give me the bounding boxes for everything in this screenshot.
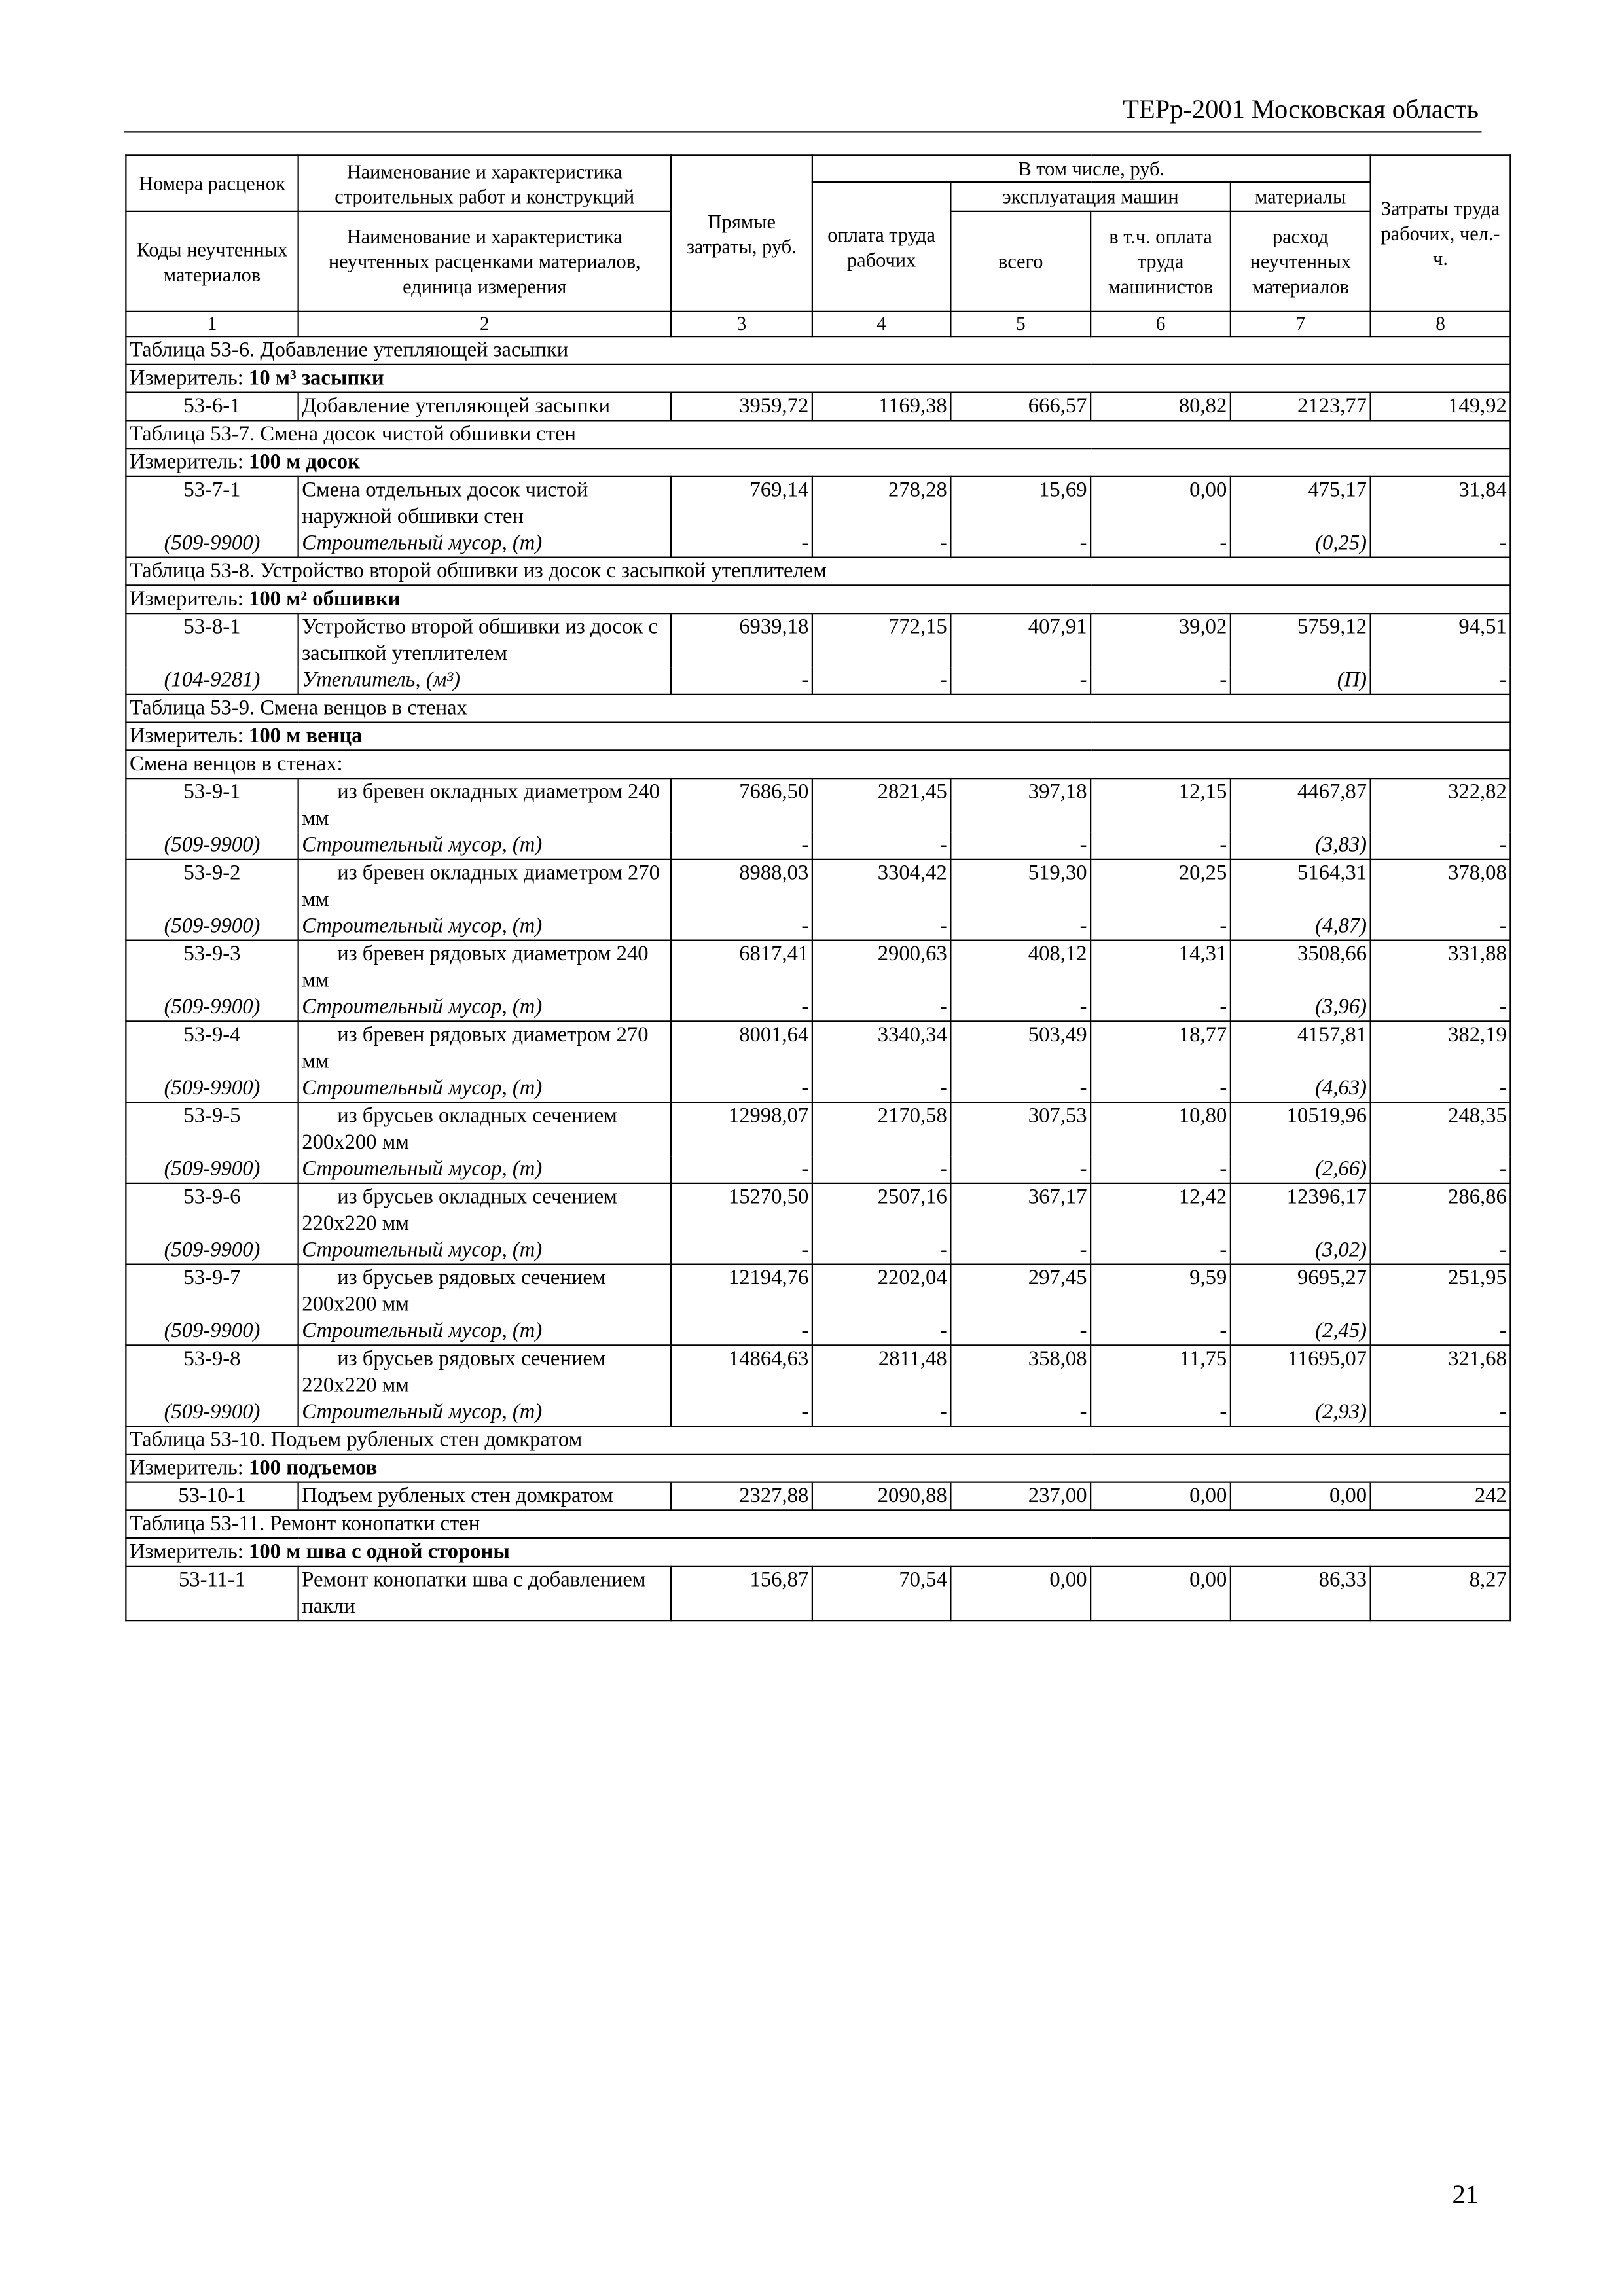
section-title: Таблица 53-6. Добавление утепляющей засыпки [126,336,1510,365]
material-code: (509-9900) [126,994,298,1022]
empty-dash: - [1091,1399,1231,1427]
material-cost: 86,33 [1231,1566,1371,1621]
empty-dash: - [1371,1399,1511,1427]
empty-dash: - [812,994,951,1022]
material-code: (509-9900) [126,1237,298,1265]
material-name: Строительный мусор, (т) [298,994,671,1022]
section-title-row [126,694,1510,723]
measure-value: 100 м² обшивки [249,587,401,611]
material-row [126,1399,1510,1427]
material-row [126,1075,1510,1103]
table-header [126,155,1510,336]
rate-name: из бревен окладных диаметром 270 мм [298,859,671,913]
rate-code: 53-9-6 [126,1183,298,1237]
measure-line [126,1454,1510,1482]
rate-code: 53-9-7 [126,1265,298,1318]
empty-dash: - [671,1399,812,1427]
rate-code: 53-6-1 [126,393,298,421]
material-consumption: (3,83) [1231,832,1371,859]
machinist-labor-cost: 9,59 [1091,1265,1231,1318]
table-row [126,859,1510,913]
table-row [126,1265,1510,1318]
machine-cost: 519,30 [950,859,1091,913]
rate-code: 53-10-1 [126,1482,298,1511]
empty-dash: - [1371,1237,1511,1265]
measure-label: Измеритель: [130,587,244,611]
material-cost: 5164,31 [1231,859,1371,913]
rate-code: 53-9-5 [126,1102,298,1156]
measure-row [126,585,1510,613]
measure-line [126,723,1510,751]
rate-name: из брусьев окладных сечением 220х220 мм [298,1183,671,1237]
direct-cost: 7686,50 [671,778,812,832]
material-code: (509-9900) [126,530,298,558]
material-name: Строительный мусор, (т) [298,913,671,941]
measure-row [126,365,1510,393]
material-name: Строительный мусор, (т) [298,1237,671,1265]
material-row [126,994,1510,1022]
empty-dash: - [1371,530,1511,558]
header-col4: оплата труда рабочих [812,182,951,312]
material-name: Строительный мусор, (т) [298,1399,671,1427]
header-col1-top: Номера расценок [126,155,298,211]
rate-name: Устройство второй обшивки из досок с засыпкой утеплителем [298,613,671,667]
material-consumption: (0,25) [1231,530,1371,558]
labor-hours: 8,27 [1371,1566,1511,1621]
machine-cost: 397,18 [950,778,1091,832]
material-name: Строительный мусор, (т) [298,1075,671,1103]
labor-cost: 3340,34 [812,1021,951,1075]
material-code: (509-9900) [126,1156,298,1183]
empty-dash: - [812,1075,951,1103]
labor-hours: 286,86 [1371,1183,1511,1237]
material-consumption: (3,96) [1231,994,1371,1022]
table-row [126,1102,1510,1156]
labor-hours: 94,51 [1371,613,1511,667]
direct-cost: 3959,72 [671,393,812,421]
material-code: (104-9281) [126,667,298,694]
measure-value: 10 м³ засыпки [249,367,384,391]
labor-cost: 3304,42 [812,859,951,913]
material-row [126,1156,1510,1183]
labor-cost: 2202,04 [812,1265,951,1318]
header-incl: В том числе, руб. [812,155,1371,182]
empty-dash: - [1371,1156,1511,1183]
rate-name: из бревен рядовых диаметром 240 мм [298,941,671,994]
material-consumption: (2,66) [1231,1156,1371,1183]
empty-dash: - [812,667,951,694]
table-row [126,1021,1510,1075]
empty-dash: - [1371,832,1511,859]
rate-code: 53-9-1 [126,778,298,832]
section-title: Таблица 53-9. Смена венцов в стенах [126,694,1510,723]
machinist-labor-cost: 0,00 [1091,1566,1231,1621]
direct-cost: 14864,63 [671,1345,812,1399]
measure-label: Измеритель: [130,450,244,475]
machinist-labor-cost: 12,15 [1091,778,1231,832]
labor-cost: 2090,88 [812,1482,951,1511]
material-code: (509-9900) [126,1399,298,1427]
empty-dash: - [671,530,812,558]
material-consumption: (4,63) [1231,1075,1371,1103]
machine-cost: 307,53 [950,1102,1091,1156]
rate-name: из бревен рядовых диаметром 270 мм [298,1021,671,1075]
material-consumption: (4,87) [1231,913,1371,941]
labor-cost: 2821,45 [812,778,951,832]
section-title-row [126,420,1510,448]
labor-cost: 772,15 [812,613,951,667]
material-code: (509-9900) [126,1318,298,1346]
material-consumption: (2,93) [1231,1399,1371,1427]
empty-dash: - [1371,913,1511,941]
rate-code: 53-7-1 [126,476,298,530]
machine-cost: 367,17 [950,1183,1091,1237]
labor-hours: 149,92 [1371,393,1511,421]
empty-dash: - [950,1318,1091,1346]
empty-dash: - [812,1156,951,1183]
material-name: Строительный мусор, (т) [298,1156,671,1183]
material-name: Строительный мусор, (т) [298,832,671,859]
measure-label: Измеритель: [130,367,244,391]
rate-name: из брусьев окладных сечением 200х200 мм [298,1102,671,1156]
header-machines: эксплуатация машин [950,182,1231,211]
labor-hours: 251,95 [1371,1265,1511,1318]
table-row [126,778,1510,832]
empty-dash: - [671,667,812,694]
measure-row [126,448,1510,476]
header-col2-top: Наименование и характеристика строительных работ и конструкций [298,155,671,211]
column-number: 2 [298,312,671,336]
empty-dash: - [950,913,1091,941]
labor-hours: 248,35 [1371,1102,1511,1156]
rate-name: из брусьев рядовых сечением 200х200 мм [298,1265,671,1318]
empty-dash: - [1091,530,1231,558]
empty-dash: - [1371,1318,1511,1346]
material-row [126,832,1510,859]
empty-dash: - [812,530,951,558]
labor-hours: 331,88 [1371,941,1511,994]
material-row [126,1318,1510,1346]
column-number: 3 [671,312,812,336]
empty-dash: - [950,530,1091,558]
empty-dash: - [950,832,1091,859]
measure-line [126,448,1510,476]
empty-dash: - [671,832,812,859]
empty-dash: - [671,1156,812,1183]
measure-row [126,723,1510,751]
measure-label: Измеритель: [130,1456,244,1480]
section-title-row [126,1510,1510,1538]
empty-dash: - [950,1237,1091,1265]
material-cost: 9695,27 [1231,1265,1371,1318]
empty-dash: - [1091,667,1231,694]
labor-hours: 242 [1371,1482,1511,1511]
labor-cost: 2811,48 [812,1345,951,1399]
material-cost: 12396,17 [1231,1183,1371,1237]
empty-dash: - [1091,1075,1231,1103]
material-cost: 0,00 [1231,1482,1371,1511]
rate-name: из бревен окладных диаметром 240 мм [298,778,671,832]
rate-code: 53-9-4 [126,1021,298,1075]
rate-name: Смена отдельных досок чистой наружной обшивки стен [298,476,671,530]
header-col5: всего [950,211,1091,312]
measure-line [126,1538,1510,1566]
header-col7: расход неучтенных материалов [1231,211,1371,312]
empty-dash: - [1091,994,1231,1022]
rate-code: 53-9-2 [126,859,298,913]
header-col6: в т.ч. оплата труда машинистов [1091,211,1231,312]
rate-name: Ремонт конопатки шва с добавлением пакли [298,1566,671,1621]
header-rule [124,131,1482,132]
material-cost: 475,17 [1231,476,1371,530]
labor-cost: 2900,63 [812,941,951,994]
machine-cost: 297,45 [950,1265,1091,1318]
material-name: Строительный мусор, (т) [298,530,671,558]
direct-cost: 8001,64 [671,1021,812,1075]
empty-dash: - [950,1075,1091,1103]
table-body [126,336,1510,1621]
empty-dash: - [671,1075,812,1103]
rate-name: Добавление утепляющей засыпки [298,393,671,421]
labor-cost: 278,28 [812,476,951,530]
material-row [126,913,1510,941]
empty-dash: - [1371,994,1511,1022]
rate-code: 53-9-3 [126,941,298,994]
column-number: 5 [950,312,1091,336]
material-cost: 4157,81 [1231,1021,1371,1075]
group-row [126,750,1510,778]
column-number: 8 [1371,312,1511,336]
table-row [126,941,1510,994]
empty-dash: - [1371,667,1511,694]
header-col1-bottom: Коды неучтенных материалов [126,211,298,312]
section-title: Таблица 53-10. Подъем рубленых стен домкратом [126,1426,1510,1454]
machinist-labor-cost: 80,82 [1091,393,1231,421]
section-title-row [126,558,1510,586]
empty-dash: - [950,1399,1091,1427]
machine-cost: 407,91 [950,613,1091,667]
machine-cost: 408,12 [950,941,1091,994]
measure-label: Измеритель: [130,1540,244,1564]
measure-value: 100 м досок [249,450,360,475]
table-row [126,1566,1510,1621]
direct-cost: 6939,18 [671,613,812,667]
column-number: 7 [1231,312,1371,336]
machinist-labor-cost: 20,25 [1091,859,1231,913]
direct-cost: 156,87 [671,1566,812,1621]
empty-dash: - [671,913,812,941]
direct-cost: 6817,41 [671,941,812,994]
running-header: ТЕРр-2001 Московская область [1123,94,1479,124]
empty-dash: - [950,667,1091,694]
column-number: 1 [126,312,298,336]
measure-line [126,365,1510,393]
machinist-labor-cost: 14,31 [1091,941,1231,994]
machine-cost: 666,57 [950,393,1091,421]
price-table [125,154,1511,1621]
machinist-labor-cost: 18,77 [1091,1021,1231,1075]
table-row [126,1345,1510,1399]
section-title: Таблица 53-11. Ремонт конопатки стен [126,1510,1510,1538]
measure-row [126,1454,1510,1482]
labor-cost: 1169,38 [812,393,951,421]
empty-dash: - [950,1156,1091,1183]
material-cost: 3508,66 [1231,941,1371,994]
labor-hours: 322,82 [1371,778,1511,832]
material-consumption: (П) [1231,667,1371,694]
empty-dash: - [671,1318,812,1346]
material-code: (509-9900) [126,913,298,941]
material-consumption: (3,02) [1231,1237,1371,1265]
table-row [126,476,1510,530]
machinist-labor-cost: 12,42 [1091,1183,1231,1237]
header-materials: материалы [1231,182,1371,211]
empty-dash: - [950,994,1091,1022]
table-row [126,1183,1510,1237]
page-number: 21 [1452,2179,1479,2209]
machine-cost: 0,00 [950,1566,1091,1621]
material-cost: 11695,07 [1231,1345,1371,1399]
section-title: Таблица 53-8. Устройство второй обшивки из досок с засыпкой утеплителем [126,558,1510,586]
measure-line [126,585,1510,613]
material-row [126,530,1510,558]
material-name: Утеплитель, (м³) [298,667,671,694]
rate-name: Подъем рубленых стен домкратом [298,1482,671,1511]
empty-dash: - [812,913,951,941]
header-col2-bottom: Наименование и характеристика неучтенных расценками материалов, единица измерения [298,211,671,312]
empty-dash: - [671,1237,812,1265]
machinist-labor-cost: 10,80 [1091,1102,1231,1156]
machinist-labor-cost: 39,02 [1091,613,1231,667]
material-cost: 2123,77 [1231,393,1371,421]
machine-cost: 503,49 [950,1021,1091,1075]
section-title-row [126,336,1510,365]
direct-cost: 12998,07 [671,1102,812,1156]
labor-cost: 2170,58 [812,1102,951,1156]
machinist-labor-cost: 11,75 [1091,1345,1231,1399]
rate-code: 53-9-8 [126,1345,298,1399]
group-title: Смена венцов в стенах: [126,750,1510,778]
empty-dash: - [1091,1237,1231,1265]
column-number-row [126,312,1510,336]
measure-value: 100 м венца [249,725,363,748]
measure-row [126,1538,1510,1566]
labor-hours: 378,08 [1371,859,1511,913]
column-number: 6 [1091,312,1231,336]
empty-dash: - [1091,832,1231,859]
empty-dash: - [812,1399,951,1427]
empty-dash: - [1091,1156,1231,1183]
section-title: Таблица 53-7. Смена досок чистой обшивки стен [126,420,1510,448]
material-row [126,1237,1510,1265]
header-col3: Прямые затраты, руб. [671,155,812,312]
empty-dash: - [1091,913,1231,941]
labor-cost: 2507,16 [812,1183,951,1237]
material-consumption: (2,45) [1231,1318,1371,1346]
table-row [126,1482,1510,1511]
labor-hours: 382,19 [1371,1021,1511,1075]
empty-dash: - [1371,1075,1511,1103]
labor-hours: 31,84 [1371,476,1511,530]
material-cost: 5759,12 [1231,613,1371,667]
table-row [126,393,1510,421]
machine-cost: 358,08 [950,1345,1091,1399]
rate-code: 53-11-1 [126,1566,298,1621]
measure-value: 100 м шва с одной стороны [249,1540,510,1564]
empty-dash: - [1091,1318,1231,1346]
machine-cost: 15,69 [950,476,1091,530]
direct-cost: 8988,03 [671,859,812,913]
measure-label: Измеритель: [130,725,244,748]
table-row [126,613,1510,667]
direct-cost: 15270,50 [671,1183,812,1237]
section-title-row [126,1426,1510,1454]
material-cost: 4467,87 [1231,778,1371,832]
empty-dash: - [812,1318,951,1346]
material-name: Строительный мусор, (т) [298,1318,671,1346]
machine-cost: 237,00 [950,1482,1091,1511]
material-row [126,667,1510,694]
empty-dash: - [812,1237,951,1265]
empty-dash: - [812,832,951,859]
measure-value: 100 подъемов [249,1456,378,1480]
machinist-labor-cost: 0,00 [1091,476,1231,530]
labor-hours: 321,68 [1371,1345,1511,1399]
rate-code: 53-8-1 [126,613,298,667]
machinist-labor-cost: 0,00 [1091,1482,1231,1511]
column-number: 4 [812,312,951,336]
direct-cost: 2327,88 [671,1482,812,1511]
material-code: (509-9900) [126,1075,298,1103]
rate-name: из брусьев рядовых сечением 220х220 мм [298,1345,671,1399]
empty-dash: - [671,994,812,1022]
material-cost: 10519,96 [1231,1102,1371,1156]
material-code: (509-9900) [126,832,298,859]
labor-cost: 70,54 [812,1566,951,1621]
header-col8: Затраты труда рабочих, чел.-ч. [1371,155,1511,312]
direct-cost: 12194,76 [671,1265,812,1318]
direct-cost: 769,14 [671,476,812,530]
